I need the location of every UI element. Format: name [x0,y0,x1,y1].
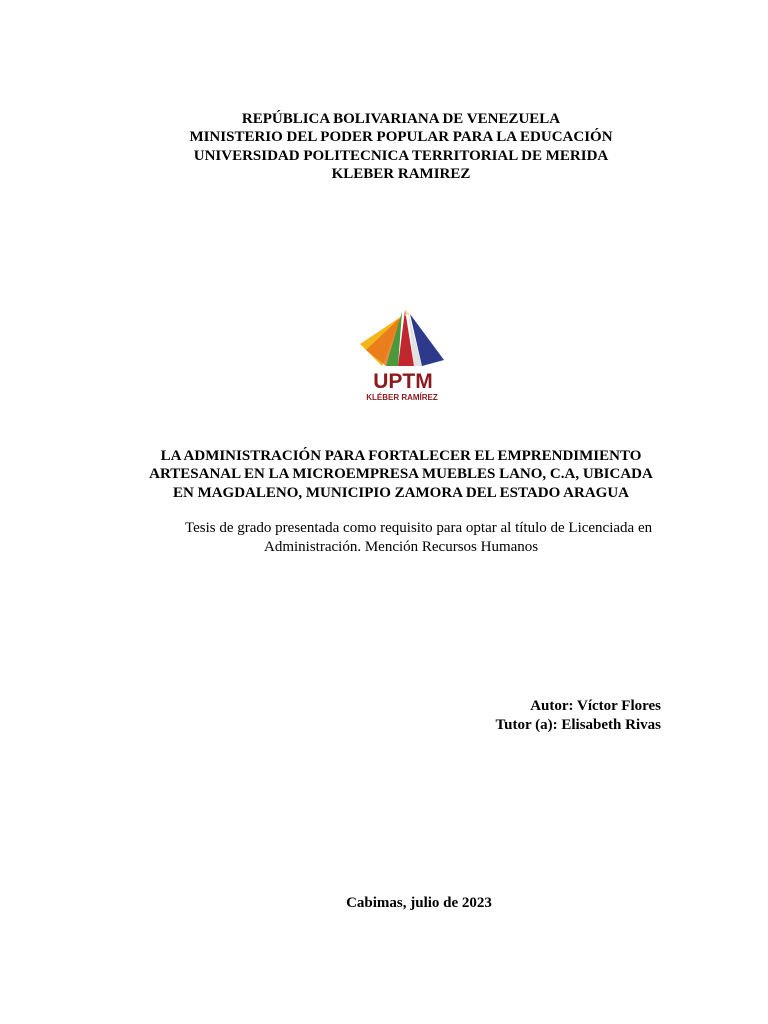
thesis-title-line: ARTESANAL EN LA MICROEMPRESA MUEBLES LANO, C.A, UBICADA [149,466,653,483]
header-country: REPÚBLICA BOLIVARIANA DE VENEZUELA [241,111,561,127]
institution-header [0,110,768,183]
header-university: UNIVERSIDAD POLITECNICA TERRITORIAL DE MERIDA [193,147,609,164]
uptm-logo [356,306,450,404]
thesis-title-line: EN MAGDALENO, MUNICIPIO ZAMORA DEL ESTADO ARAGUA [172,484,629,501]
logo-name: KLÉBER RAMÍREZ [366,393,438,402]
thesis-description-line: Administración. Mención Recursos Humanos [264,538,539,555]
thesis-title-line: LA ADMINISTRACIÓN PARA FORTALECER EL EMPRENDIMIENTO [160,448,642,464]
thesis-title [0,447,768,502]
uptm-logo-image [356,306,450,404]
header-campus: KLEBER RAMIREZ [331,165,471,182]
place-and-date: Cabimas, julio de 2023 [346,895,492,911]
header-ministry: MINISTERIO DEL PODER POPULAR PARA LA EDUCACIÓN [189,129,613,146]
logo-acronym: UPTM [373,370,433,393]
authors-block [496,697,661,735]
tutor-line: Tutor (a): Elisabeth Rivas [495,717,661,733]
author-line: Autor: Víctor Flores [530,698,661,714]
thesis-description-line: Tesis de grado presentada como requisito para optar al título de Licenciada en [185,520,653,536]
